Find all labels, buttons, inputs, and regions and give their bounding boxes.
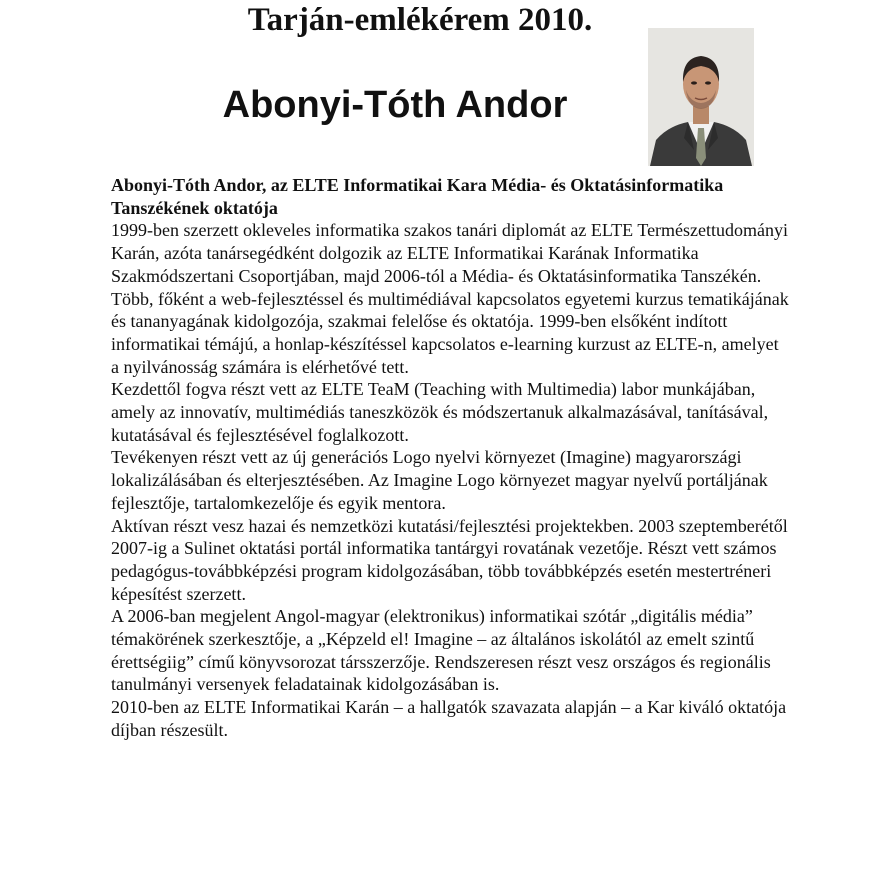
bio-paragraph: 1999-ben szerzett okleveles informatika szakos tanári diplomát az ELTE Természettudományi Karán, azóta tanársegédként dolgozik az ELTE Informatikai Karának Informatika Szakmódszertani Csoportjában, majd 2006-tól a Média- és Oktatásinformatika Tanszékén. <box>111 220 789 286</box>
bio-paragraph: 2010-ben az ELTE Informatikai Karán – a hallgatók szavazata alapján – a Kar kiváló oktatója díjban részesült. <box>111 697 787 740</box>
bio-paragraph: Tevékenyen részt vett az új generációs Logo nyelvi környezet (Imagine) magyarországi lokalizálásában és elterjesztésében. Az Imagine Logo környezet magyar nyelvű portáljának fejlesztője, tartalomkezelője és egyik mentora. <box>111 447 768 513</box>
bio-paragraph: A 2006-ban megjelent Angol-magyar (elektronikus) informatikai szótár „digitális média” témakörének szerkesztője, a „Képzeld el! Imagine – az általános iskolától az emelt szintű érettségiig” című könyvsorozat társszerzője. Rendszeresen részt vesz országos és regionális tanulmányi versenyek feladatainak kidolgozásában is. <box>111 606 771 695</box>
bio-heading: Abonyi-Tóth Andor, az ELTE Informatikai Kara Média- és Oktatásinformatika Tanszékének oktatója <box>111 175 724 218</box>
bio-paragraph: Aktívan részt vesz hazai és nemzetközi kutatási/fejlesztési projektekben. 2003 szeptemberétől 2007-ig a Sulinet oktatási portál informatika tantárgyi rovatának vezetője. Részt vett számos pedagógus-továbbképzési program kidolgozásában, több továbbképzés esetén mestertréneri képesítést szerzett. <box>111 515 788 604</box>
portrait-photo <box>648 28 754 166</box>
biography <box>111 174 791 742</box>
bio-paragraph: Kezdettől fogva részt vett az ELTE TeaM (Teaching with Multimedia) labor munkájában, amely az innovatív, multimédiás taneszközök és módszertanuk alkalmazásával, tanításával, kutatásával és fejlesztésével foglalkozott. <box>111 379 769 445</box>
award-title: Tarján-emlékérem 2010. <box>247 2 593 38</box>
portrait-icon <box>648 28 754 166</box>
person-name: Abonyi-Tóth Andor <box>222 84 568 126</box>
bio-paragraph: Több, főként a web-fejlesztéssel és multimédiával kapcsolatos egyetemi kurzus tematikájának és tananyagának kidolgozója, szakmai felelőse és oktatója. 1999-ben elsőként indított informatikai témájú, a honlap-készítéssel kapcsolatos e-learning kurzust az ELTE-n, amelyet a nyilvánosság számára is elérhetővé tett. <box>111 288 789 377</box>
